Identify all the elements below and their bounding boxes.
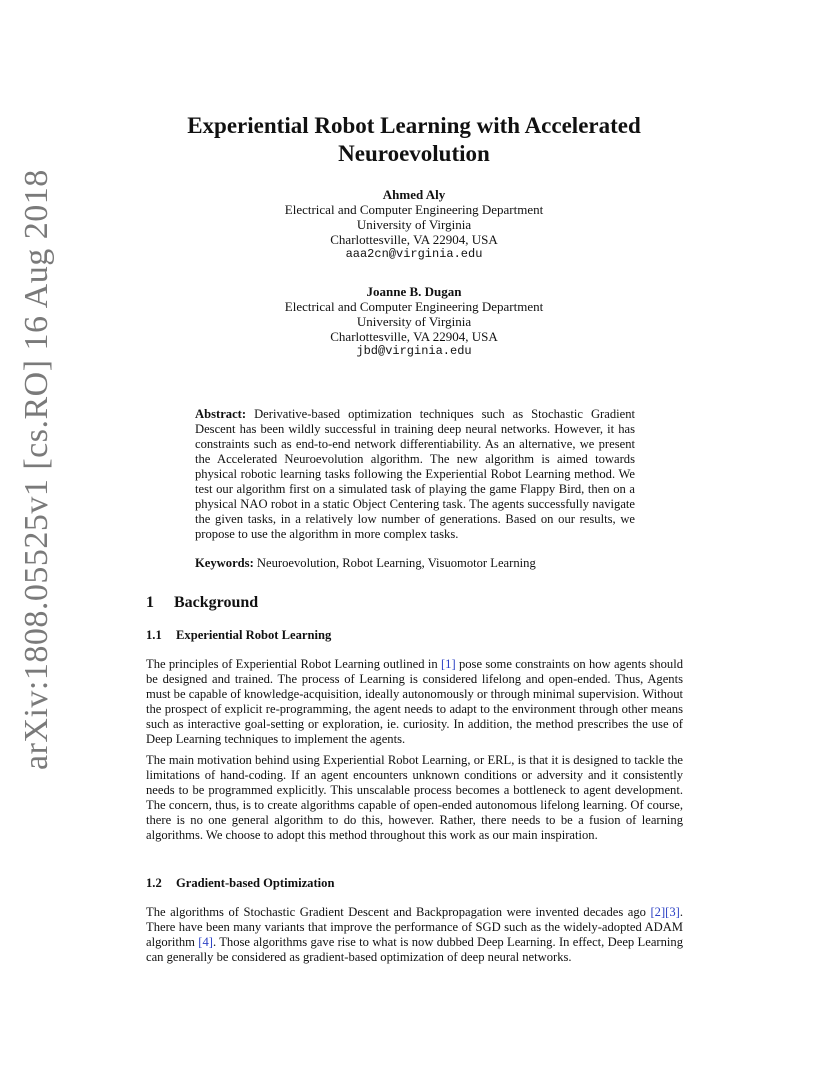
author-department: Electrical and Computer Engineering Department [284,202,544,217]
section-number: 1 [146,594,154,611]
author-email[interactable]: aaa2cn@virginia.edu [345,247,483,261]
author-address: Charlottesville, VA 22904, USA [330,232,498,247]
keywords-label: Keywords: [195,556,254,570]
keywords [195,556,635,571]
subsection-number: 1.1 [146,628,162,642]
abstract-text: Derivative-based optimization techniques such as Stochastic Gradient Descent has been wildly successful in training deep neural networks. However, it has constraints such as end-to-end network differentiability. As an alternative, we present the Accelerated Neuroevolution algorithm. The new algorithm is aimed towards physical robotic learning tasks following the Experiential Robot Learning method. We test our algorithm first on a simulated task of playing the game Flappy Bird, then on a physical NAO robot in a static Object Centering task. The agents successfully navigate the given tasks, in a relatively low number of generations. Based on our results, we propose to use the algorithm in more complex tasks. [195,407,635,541]
subsection-number: 1.2 [146,876,162,890]
paragraph-erl-1 [146,657,683,747]
arxiv-identifier: arXiv:1808.05525v1 [cs.RO] 16 Aug 2018 [18,169,55,770]
subsection-heading-erl [146,628,331,643]
citation-link[interactable]: [1] [440,657,456,671]
title-line-2: Neuroevolution [338,141,490,166]
text-run: . There have been many variants that improve the performance of SGD such as the widely-adopted ADAM algorithm [146,905,683,949]
text-run: The principles of Experiential Robot Learning outlined in [146,657,441,671]
subsection-heading-gradient [146,876,334,891]
author-block-1 [214,187,614,262]
author-name: Joanne B. Dugan [366,284,462,299]
subsection-title: Gradient-based Optimization [176,876,335,890]
paper-title [120,112,708,168]
section-title: Background [174,594,259,611]
author-university: University of Virginia [356,217,472,232]
section-heading-background [146,594,258,612]
text-run: pose some constraints on how agents should be designed and trained. The process of Learning is considered lifelong and open-ended. Thus, Agents must be capable of knowledge-acquisition, ideally autonomously or through minimal supervision. Without the prospect of explicit re-programming, the agent needs to adapt to the environment through other means such as interactive goal-setting or exploration, ie. curiosity. In addition, the method prescribes the use of Deep Learning techniques to implement the agents. [146,657,684,746]
keywords-text: Neuroevolution, Robot Learning, Visuomotor Learning [253,556,536,570]
text-run: The algorithms of Stochastic Gradient Descent and Backpropagation were invented decades ago [146,905,651,919]
author-email[interactable]: jbd@virginia.edu [356,344,472,358]
author-name: Ahmed Aly [382,187,446,202]
author-department: Electrical and Computer Engineering Department [284,299,544,314]
citation-link[interactable]: [2] [650,905,666,919]
paragraph-erl-2: The main motivation behind using Experiential Robot Learning, or ERL, is that it is designed to tackle the limitations of hand-coding. If an agent encounters unknown conditions or adversity and it consistently needs to be programmed explicitly. This unscalable process becomes a bottleneck to agent development. The concern, thus, is to create algorithms capable of open-ended autonomous lifelong learning. Of course, there is no one general algorithm to do this, however. Rather, there needs to be a fusion of learning algorithms. We choose to adopt this method throughout this work as our main inspiration. [146,753,683,842]
text-run: . Those algorithms gave rise to what is now dubbed Deep Learning. In effect, Deep Learning can generally be considered as gradient-based optimization of deep neural networks. [146,935,683,964]
citation-link[interactable]: [3] [665,905,680,919]
author-address: Charlottesville, VA 22904, USA [330,329,498,344]
abstract-label: Abstract: [195,407,247,421]
author-university: University of Virginia [356,314,472,329]
subsection-title: Experiential Robot Learning [176,628,332,642]
abstract [195,407,635,542]
paragraph-gradient [146,905,683,965]
title-line-1: Experiential Robot Learning with Accelerated [187,113,641,138]
citation-link[interactable]: [4] [198,935,213,949]
author-block-2 [214,284,614,359]
